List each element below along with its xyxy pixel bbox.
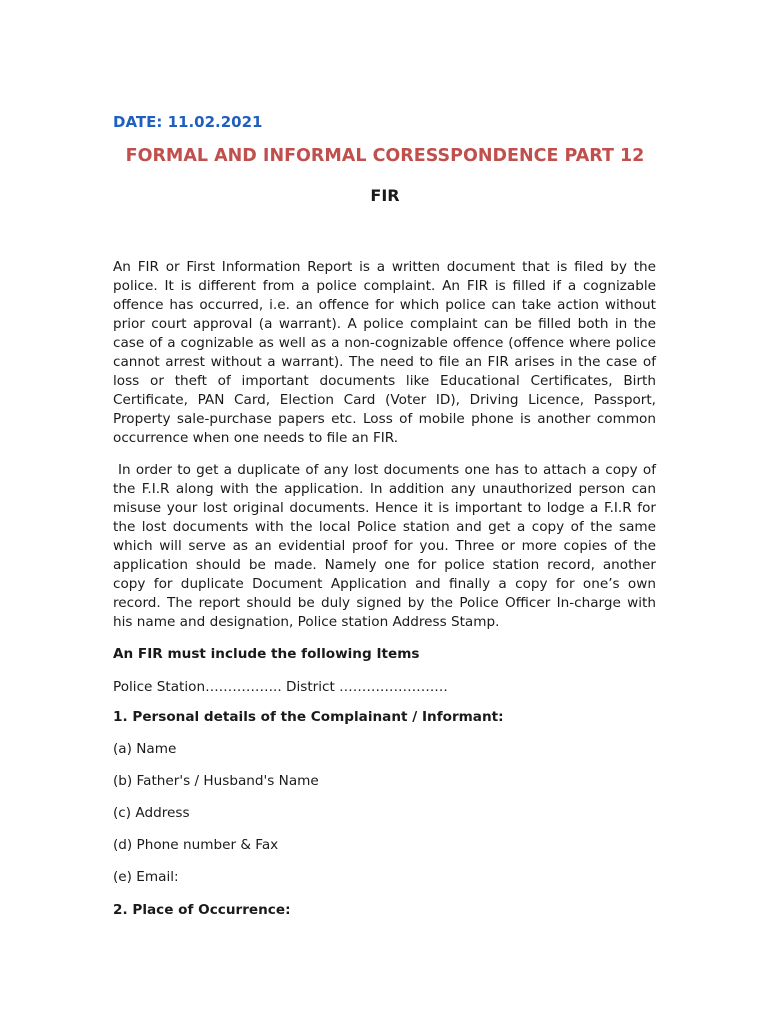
section2-heading: 2. Place of Occurrence: — [113, 902, 291, 918]
list-item: (d) Phone number & Fax — [113, 837, 279, 853]
police-station-line: Police Station…………….. District …………………… — [113, 679, 448, 695]
list-item: (a) Name — [113, 741, 177, 757]
items-heading: An FIR must include the following Items — [113, 646, 420, 662]
paragraph-intro: An FIR or First Information Report is a written document that is filed by the police. It is different from a police complaint. An FIR is filled if a cognizable offence has occurred, i.e. an offence for which police can take action without prior court approval (a warrant). A police complaint can be filled both in the case of a cognizable as well as a non-cognizable offence (offence where police cannot arrest without a warrant). The need to file an FIR arises in the case of loss or theft of important documents like Educational Certificates, Birth Certificate, PAN Card, Election Card (Voter ID), Driving Licence, Passport, Property sale-purchase papers etc. Loss of mobile phone is another common occurrence when one needs to file an FIR. — [113, 259, 656, 446]
list-item: (b) Father's / Husband's Name — [113, 773, 319, 789]
document-date: DATE: 11.02.2021 — [113, 113, 263, 131]
paragraph-duplicate: In order to get a duplicate of any lost documents one has to attach a copy of the F.I.R along with the application. In addition any unauthorized person can misuse your lost original documents. Hence it is important to lodge a F.I.R for the lost documents with the local Police station and get a copy of the same which will serve as an evidential proof for you. Three or more copies of the application should be made. Namely one for police station record, another copy for duplicate Document Application and finally a copy for one’s own record. The report should be duly signed by the Police Officer In-charge with his name and designation, Police station Address Stamp. — [113, 462, 656, 630]
list-item: (c) Address — [113, 805, 190, 821]
list-item: (e) Email: — [113, 869, 179, 885]
document-title: FORMAL AND INFORMAL CORESSPONDENCE PART 12 — [125, 146, 645, 166]
section1-heading: 1. Personal details of the Complainant / Informant: — [113, 709, 504, 725]
document-subtitle: FIR — [370, 186, 400, 205]
